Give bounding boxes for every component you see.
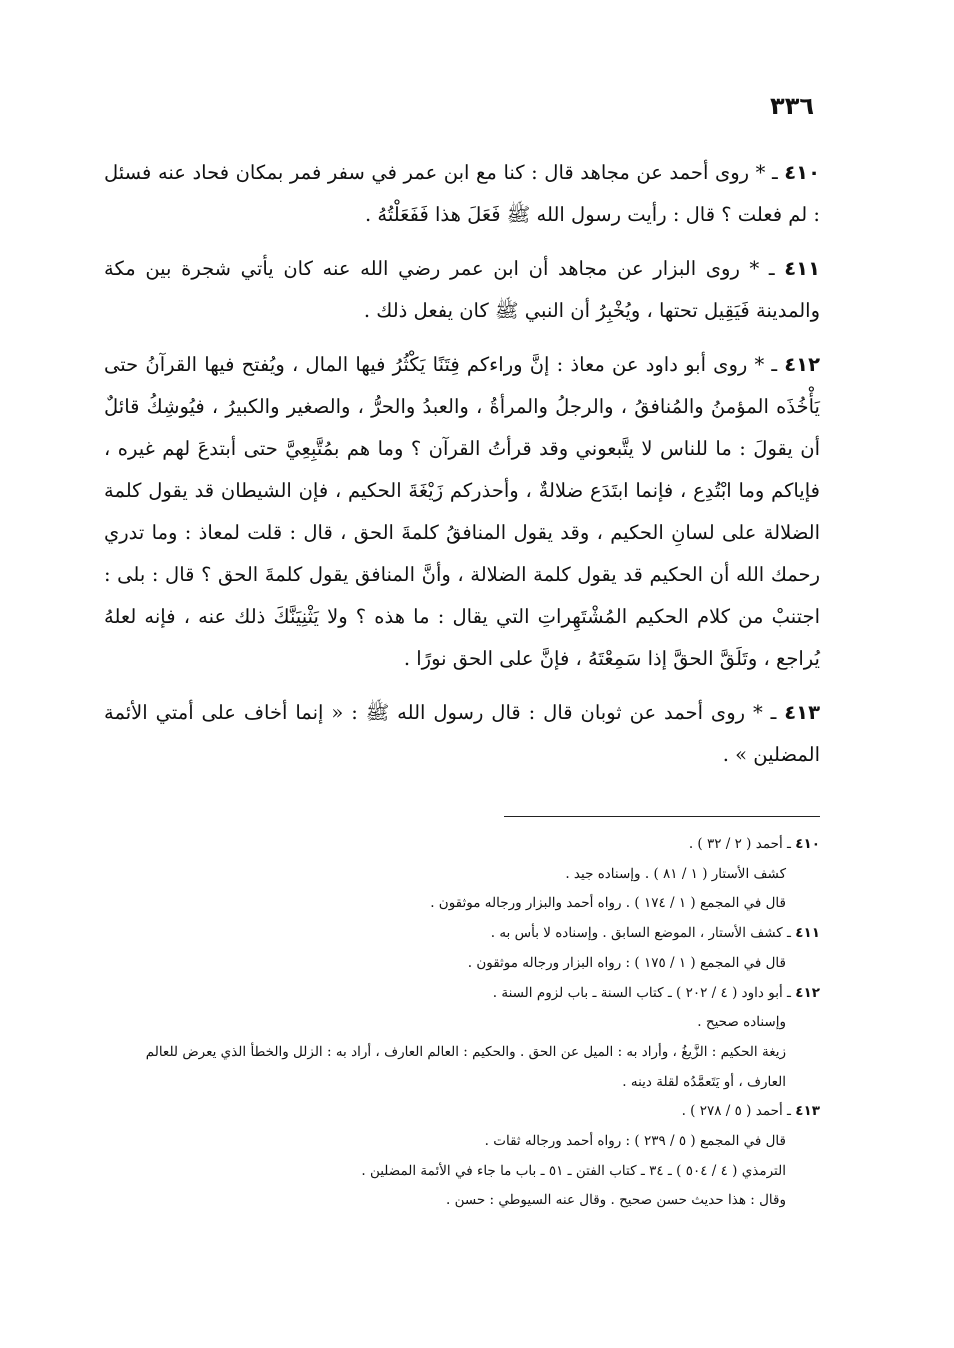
- footnote: [104, 889, 820, 919]
- footnote-text: قال في المجمع ( ١ / ١٧٤ ) . رواه أحمد والبزار ورجاله موثقون .: [430, 895, 786, 912]
- entry-number: ٤١٠: [784, 161, 820, 184]
- footnote-text: قال في المجمع ( ٥ / ٢٣٩ ) : رواه أحمد ورجاله ثقات .: [484, 1133, 786, 1150]
- footnote: [104, 860, 820, 890]
- footnote: [104, 1186, 820, 1216]
- hadith-entry: [104, 152, 820, 236]
- footnote: [104, 1038, 820, 1097]
- footnote-text: ـ أحمد ( ٢ / ٣٢ ) .: [688, 836, 796, 852]
- footnote-text: وإسناده صحيح .: [697, 1014, 786, 1031]
- entry-text: ـ * روى البزار عن مجاهد أن ابن عمر رضي الله عنه كان يأتي شجرة بين مكة والمدينة فَيَقِيل تحتها ، ويُخْبِرُ أن النبي ﷺ كان يفعل ذلك .: [104, 257, 820, 322]
- footnote-number: ٤١٣: [795, 1103, 820, 1120]
- hadith-entry: [104, 248, 820, 332]
- entry-text: ـ * روى أحمد عن مجاهد قال : كنا مع ابن عمر في سفر فمر بمكان فحاد عنه فسئل : لم فعلت ؟ قال : رأيت رسول الله ﷺ فَعَلَ هذا فَفَعَلْتُهُ .: [104, 161, 820, 226]
- footnote-text: زيغة الحكيم : الزَّيغُ ، وأراد به : الميل عن الحق . والحكيم : العالم العارف ، أراد به : الزلل والخطأ الذي يعرض للعالم العارف ، أو يَتَعمَّدُه لقلة دينه .: [145, 1043, 786, 1090]
- footnote: [104, 919, 820, 949]
- entry-number: ٤١١: [784, 257, 820, 280]
- entry-number: ٤١٣: [784, 701, 820, 724]
- footnote-number: ٤١٢: [795, 984, 820, 1001]
- footnote-text: قال في المجمع ( ١ / ١٧٥ ) : رواه البزار ورجاله موثقون .: [467, 954, 786, 971]
- entry-text: ـ * روى أبو داود عن معاذ : إنَّ وراءكم فِتَنًا يَكْثُرُ فيها المال ، ويُفتح فيها القرآنُ حتى يَأْخُذَه المؤمنُ والمُنافقُ ، والرجلُ والمرأةُ ، والعبدُ والحرُّ ، والصغير والكبيرُ ، فيُوشِكُ قائلٌ أن يقولَ : ما للناس لا يتَّبعوني وقد قرأتُ القرآن ؟ وما هم بمُتَّبِعِيَّ حتى أبتدعَ لهم غيره ، فإياكم وما ابْتُدِع ، فإنما ابتَدَع ضلالةٌ ، وأحذركم زَيْغَةَ الحكيم ، فإن الشيطان قد يقول كلمة الضلالة على لسانِ الحكيم ، وقد يقول المنافقُ كلمةَ الحق ، قال : قلت لمعاذ : وما تدري رحمك الله أن الحكيم قد يقول كلمة الضلالة ، وأنَّ المنافق يقول كلمةَ الحق ؟ قال : بلى : اجتنبْ من كلام الحكيم المُشْتَهِراتِ التي يقال : ما هذه ؟ ولا يَثْنِيَنَّكَ ذلك عنه ، فإنه لعلهُ يُراجع ، وتَلَقَّ الحقَّ إذا سَمِعْتَهُ ، فإنَّ على الحق نورًا .: [104, 353, 820, 670]
- footnote: [104, 830, 820, 860]
- footnote-text: الترمذي ( ٤ / ٥٠٤ ) ـ ٣٤ ـ كتاب الفتن ـ ٥١ ـ باب ما جاء في الأئمة المضلين .: [361, 1162, 786, 1179]
- main-text: [104, 152, 820, 788]
- footnote-text: كشف الأستار ( ١ / ٨١ ) . وإسناده جيد .: [565, 865, 786, 882]
- hadith-entry: [104, 344, 820, 680]
- footnote-text: ـ أحمد ( ٥ / ٢٧٨ ) .: [681, 1103, 796, 1120]
- footnotes: [104, 830, 820, 1216]
- footnote: [104, 1097, 820, 1127]
- footnote: [104, 949, 820, 979]
- footnote-divider: [504, 816, 820, 817]
- footnote: [104, 1157, 820, 1187]
- footnote-number: ٤١٠: [795, 836, 820, 852]
- footnote-text: وقال : هذا حديث حسن صحيح . وقال عنه السيوطي : حسن .: [446, 1192, 786, 1209]
- entry-number: ٤١٢: [784, 353, 820, 376]
- entry-text: ـ * روى أحمد عن ثوبان قال : قال رسول الله ﷺ : « إنما أخاف على أمتي الأئمة المضلين » .: [104, 701, 820, 766]
- footnote-text: ـ أبو داود ( ٤ / ٢٠٢ ) ـ كتاب السنة ـ باب لزوم السنة .: [492, 984, 796, 1001]
- footnote: [104, 1008, 820, 1038]
- footnote: [104, 979, 820, 1009]
- footnote-text: ـ كشف الأستار ، الموضع السابق . وإسناده لا بأس به .: [490, 925, 796, 942]
- page-number: ٣٣٦: [770, 92, 814, 120]
- hadith-entry: [104, 692, 820, 776]
- footnote-number: ٤١١: [795, 925, 820, 942]
- footnote: [104, 1127, 820, 1157]
